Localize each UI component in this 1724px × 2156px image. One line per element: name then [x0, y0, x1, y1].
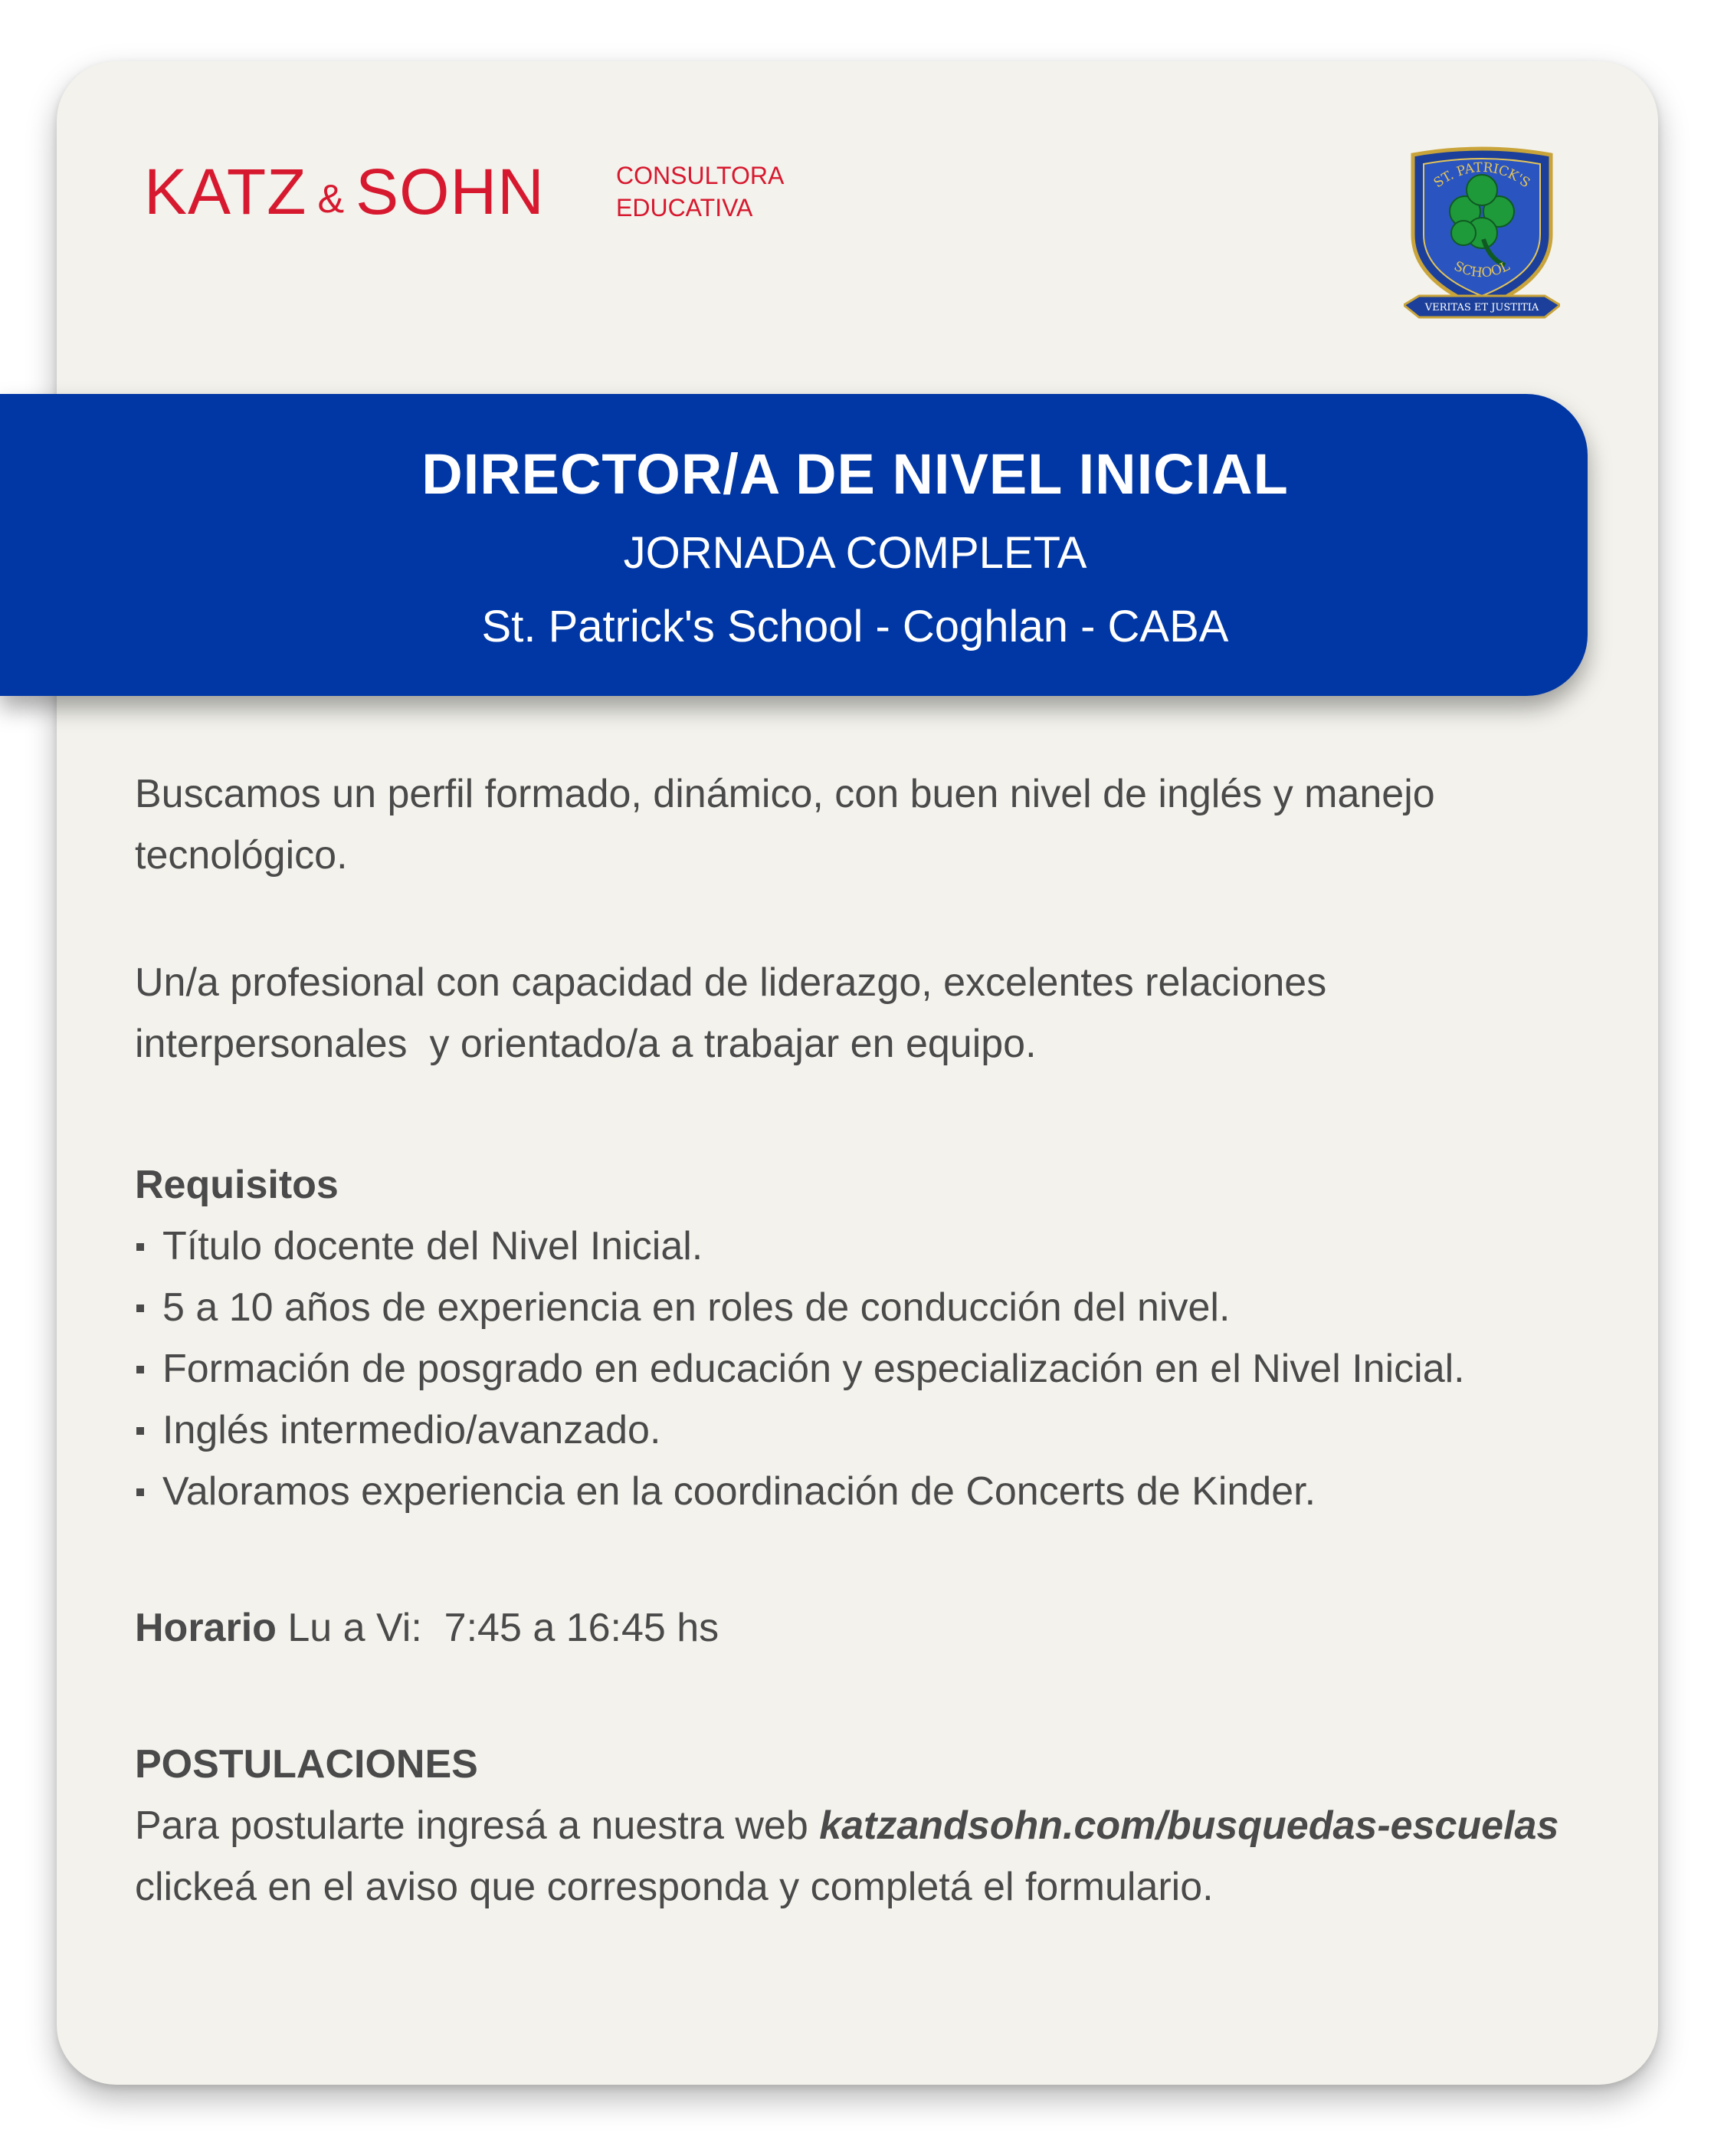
applications-text-after: clickeá en el aviso que corresponda y completá el formulario.: [135, 1865, 1214, 1909]
requirement-text: Inglés intermedio/avanzado.: [162, 1408, 661, 1452]
job-description: [135, 763, 1591, 1918]
list-item: [135, 1338, 1591, 1400]
job-schedule-type: JORNADA COMPLETA: [623, 528, 1087, 578]
logo-name-left: KATZ: [144, 156, 307, 228]
intro-paragraph-1: Buscamos un perfil formado, dinámico, con buen nivel de inglés y manejo tecnológico.: [135, 772, 1435, 878]
bullet-icon: [136, 1304, 144, 1312]
schedule-label: Horario: [135, 1606, 277, 1650]
requirements-heading: Requisitos: [135, 1163, 339, 1207]
schedule-line: [135, 1597, 1591, 1659]
requirement-text: 5 a 10 años de experiencia en roles de conducción del nivel.: [162, 1285, 1231, 1330]
bullet-icon: [136, 1366, 144, 1373]
intro-paragraph-2: Un/a profesional con capacidad de liderazgo, excelentes relaciones interpersonales y orientado/a a trabajar en equipo.: [135, 960, 1338, 1066]
list-item: [135, 1216, 1591, 1277]
bullet-icon: [136, 1243, 144, 1251]
job-title: DIRECTOR/A DE NIVEL INICIAL: [421, 442, 1289, 506]
logo-subtitle-line2: EDUCATIVA: [616, 194, 753, 222]
logo-subtitle-line1: CONSULTORA: [616, 162, 785, 189]
bullet-icon: [136, 1488, 144, 1496]
bullet-icon: [136, 1427, 144, 1435]
st-patricks-crest-icon: [1404, 144, 1560, 331]
applications-text: [135, 1795, 1591, 1918]
applications-heading: POSTULACIONES: [135, 1742, 478, 1787]
crest-bottom-text: SCHOOL: [1451, 258, 1513, 281]
crest-top-text: ST. PATRICK'S: [1431, 159, 1533, 192]
requirement-text: Título docente del Nivel Inicial.: [162, 1224, 703, 1268]
applications-link[interactable]: katzandsohn.com/busquedas-escuelas: [819, 1803, 1559, 1848]
requirement-text: Valoramos experiencia en la coordinación de Concerts de Kinder.: [162, 1469, 1316, 1514]
applications-text-before: Para postularte ingresá a nuestra web: [135, 1803, 820, 1848]
logo-ampersand: &: [317, 177, 346, 222]
list-item: [135, 1461, 1591, 1522]
job-title-banner: [0, 394, 1588, 696]
schedule-value: Lu a Vi: 7:45 a 16:45 hs: [287, 1606, 719, 1650]
job-location: St. Patrick's School - Coghlan - CABA: [481, 602, 1229, 651]
requirements-list: [135, 1216, 1591, 1522]
katz-sohn-logo: [144, 153, 818, 238]
logo-wordmark: [144, 153, 545, 239]
crest-motto: VERITAS ET JUSTITIA: [1424, 302, 1539, 313]
logo-name-right: SOHN: [356, 156, 545, 228]
requirement-text: Formación de posgrado en educación y especialización en el Nivel Inicial.: [162, 1347, 1465, 1391]
logo-subtitle: [616, 159, 784, 224]
list-item: [135, 1277, 1591, 1338]
list-item: [135, 1400, 1591, 1461]
